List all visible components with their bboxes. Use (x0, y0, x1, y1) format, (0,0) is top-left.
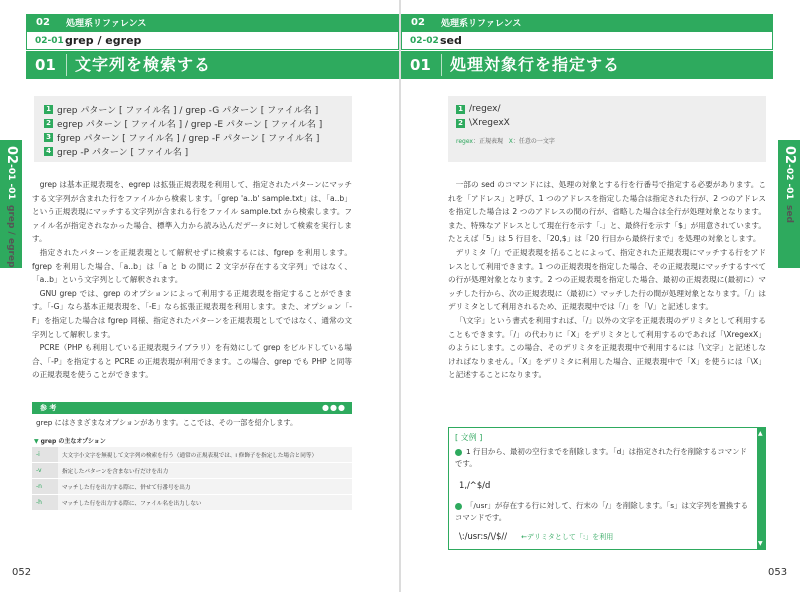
syntax-row: 1 /regex/ (456, 102, 758, 116)
example-code: \:/usr:s/\/$// ←デリミタとして「:」を利用 (459, 531, 614, 541)
dots-icon: ●●● (322, 403, 346, 412)
paragraph: デリミタ「/」で正規表現を括ることによって、指定された正規表現にマッチする行をアドレスとして利用できます。1 つの正規表現を指定した場合、その正規表現にマッチするすべての行が処理対象となります。2 つの正規表現を指定した場合、最初の正規表現に(最初に）マッチした行から、次の正規表現に（最初に）マッチした行の間が処理対象となります。「/」はデリミタとして利用されるため、正規表現中では「/」を「\/」と記述します。 (448, 247, 766, 312)
paragraph: 一部の sed のコマンドには、処理の対象とする行を行番号で指定する必要があります。これを「アドレス」と呼び、1 つのアドレスを指定した場合は指定された行が、2 つのアドレスを指定した場合は 2 つのアドレスの間の行が、省略した場合は全行が処理対象となります。また、特殊なアドレスとして現在行を示す「.」と、最終行を示す「$」が用意されています。たとえば「5」は 5 行目を、「20,$」は「20 行目から最終行まで」を処理の対象とします。 (448, 180, 766, 244)
right-syntax-box (448, 96, 766, 162)
syntax-row: 3 fgrep パターン [ ファイル名 ] / grep -F パターン [ ファイル名 ] (44, 130, 342, 144)
reference-header: 参 考 ●●● (32, 402, 352, 414)
subsection-title: grep / egrep (65, 34, 142, 47)
table-row: -h マッチした行を出力する際に、ファイル名を出力しない (32, 495, 352, 511)
bullet-icon (455, 449, 462, 456)
left-side-tab: 02-01 -01 (0, 140, 22, 268)
right-chapter-bar: 02 処理系リファレンス (401, 14, 773, 31)
left-side-label: grep / egrep (6, 205, 16, 268)
reference-body: grep にはさまざまなオプションがあります。ここでは、その一部を紹介します。 (36, 418, 298, 427)
example-note: ←デリミタとして「:」を利用 (521, 533, 614, 541)
paragraph: 指定されたパターンを正規表現として解釈せずに検索するには、fgrep を利用します。fgrep を利用した場合、「a..b」は「a と b の間に 2 文字が存在する文字列」ではなく、「a..b」という文字列として解釈されます。 (32, 247, 352, 285)
example-label: [ 文例 ] (455, 433, 483, 442)
scroll-up-icon[interactable]: ▲ (758, 430, 763, 437)
paragraph: 「\文字」という書式を利用すれば、「/」以外の文字を正規表現のデリミタとして利用することもできます。「/」の代わりに「X」をデリミタとして利用するのであれば「\XregexX」のようにします。この場合、そのデリミタを正規表現中で利用するには「\文字」と記述しなければなりません。「X」をデリミタに利用した場合、正規表現中で「X」を使うには「\X」と記述することになります。 (448, 315, 766, 380)
chapter-title: 処理系リファレンス (66, 19, 147, 29)
example-box (448, 427, 766, 550)
right-side-label: sed (784, 205, 794, 223)
page-number: 053 (768, 567, 788, 578)
left-body-text (32, 178, 352, 382)
options-table (32, 446, 352, 511)
syntax-row: 4 grep -P パターン [ ファイル名 ] (44, 144, 342, 158)
syntax-row: 2 \XregexX (456, 116, 758, 130)
syntax-note: regex：正規表現 X：任意の一文字 (456, 138, 555, 145)
example-scrollbar[interactable] (757, 428, 765, 549)
table-row: -v 指定したパターンを含まない行だけを出力 (32, 463, 352, 479)
paragraph: GNU grep では、grep のオプションによって利用する正規表現を指定することができます。「-G」なら基本正規表現を、「-E」なら拡張正規表現を利用します。また、オプション「-F」を指定した場合は fgrep 同様、指定されたパターンを正規表現としてではなく、通常の文字列として解釈します。 (32, 288, 352, 339)
left-subsection-bar (26, 31, 399, 50)
syntax-row: 2 egrep パターン [ ファイル名 ] / grep -E パターン [ ファイル名 ] (44, 116, 342, 130)
chapter-number: 02 (36, 17, 50, 28)
bullet-icon (455, 503, 462, 510)
example-code: 1,/^$/d (459, 480, 491, 490)
left-chapter-bar (26, 14, 399, 31)
page-number: 052 (12, 567, 32, 578)
right-subsection-bar: 02-02 sed (401, 31, 773, 50)
right-section-bar: 01 処理対象行を指定する (401, 51, 773, 79)
right-body-text (448, 178, 766, 382)
example-item: 1 行目から、最初の空行までを削除します。「d」は指定された行を削除するコマンドです。 (455, 447, 747, 468)
paragraph: grep は基本正規表現を、egrep は拡張正規表現を利用して、指定されたパターンにマッチする文字列が含まれた行をファイルから検索します。「grep 'a..b' sample.txt」は、「a..b」という正規表現にマッチする文字列が含まれる行をファイル sample.txt から検索します。ファイル名が指定されなかった場合、標準入力から読み込んだデータに対して検索を実行します。 (32, 180, 352, 244)
paragraph: PCRE（PHP も利用している正規表現ライブラリ）を有効にして grep をビルドしている場合、「-P」を指定すると PCRE の正規表現が利用できます。この場合、grep でも PHP と同等の正規表現を使うことができます。 (32, 343, 352, 380)
section-number: 01 (35, 56, 56, 74)
section-title: 文字列を検索する (66, 54, 211, 76)
table-row: -i 大文字小文字を無視して文字列の検索を行う（通常の正規表現では、i 修飾子を指定した場合と同等） (32, 447, 352, 463)
options-title: ▼ grep の主なオプション (34, 438, 106, 445)
right-side-tab: 02-02 -01 (778, 140, 800, 268)
triangle-down-icon: ▼ (34, 438, 39, 445)
syntax-row: 1 grep パターン [ ファイル名 ] / grep -G パターン [ ファイル名 ] (44, 102, 342, 116)
subsection-number: 02-01 (35, 35, 64, 46)
scroll-down-icon[interactable]: ▼ (758, 540, 763, 547)
example-item: 「/usr」が存在する行に対して、行末の「/」を削除します。「s」は文字列を置換するコマンドです。 (455, 501, 749, 522)
left-syntax-box (34, 96, 352, 162)
table-row: -n マッチした行を出力する際に、併せて行番号を出力 (32, 479, 352, 495)
left-section-bar (26, 51, 399, 79)
gutter (399, 0, 401, 592)
